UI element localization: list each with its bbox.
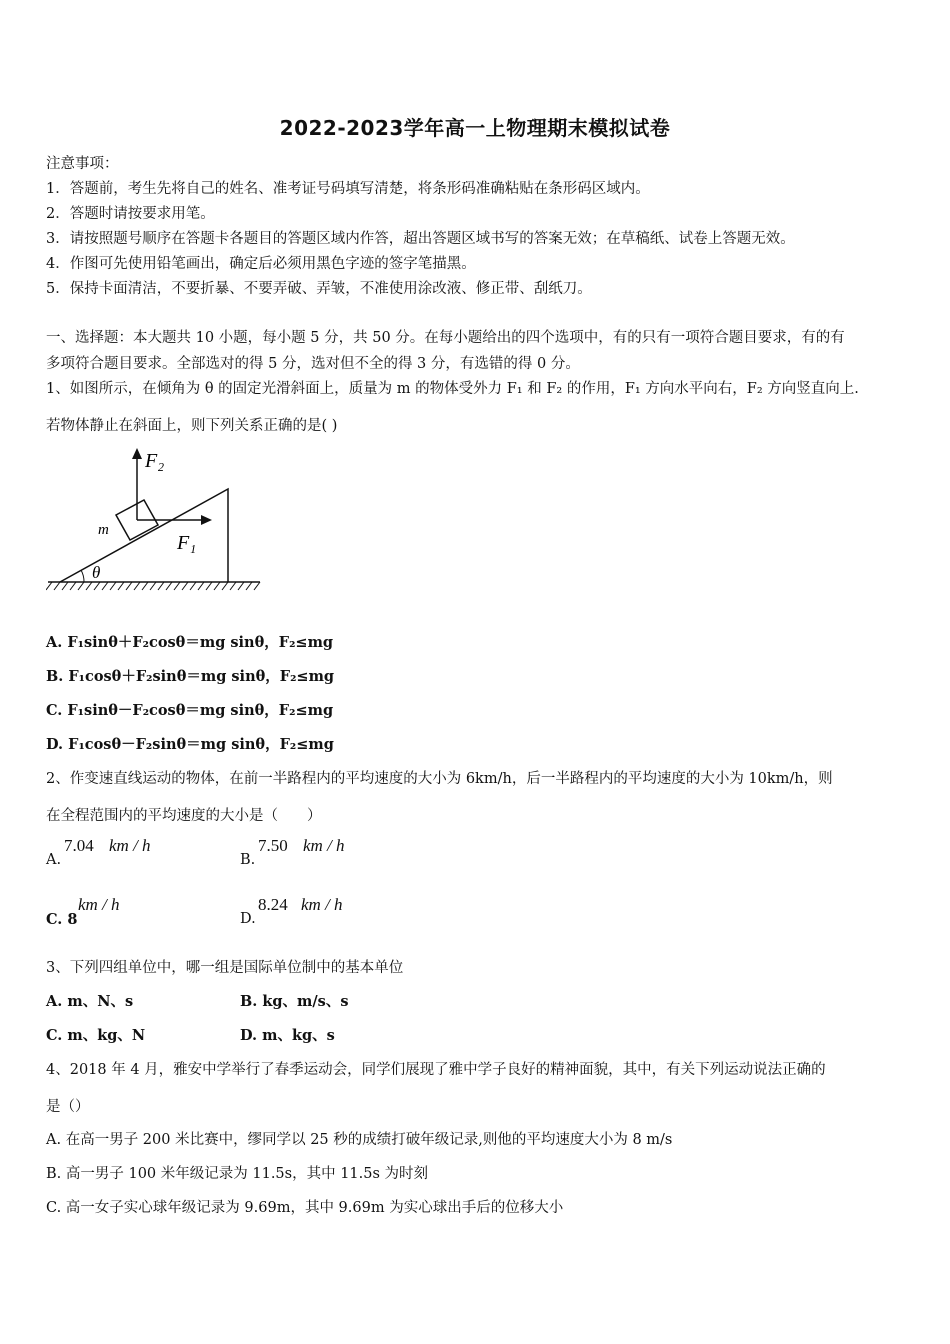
q2-option-d-label: D. (240, 911, 256, 927)
q2-option-b-unit: km / h (303, 836, 345, 855)
angle-arc (81, 570, 84, 582)
q2-option-c-label: C. 8 (46, 911, 78, 928)
q4-option-b[interactable]: B. 高一男子 100 米年级记录为 11.5s，其中 11.5s 为时刻 (46, 1166, 429, 1182)
section-intro-line1: 一、选择题：本大题共 10 小题，每小题 5 分，共 50 分。在每小题给出的四个选项中，有的只有一项符合题目要求，有的有 (46, 330, 845, 346)
q1-stem-line1: 1、如图所示，在倾角为 θ 的固定光滑斜面上，质量为 m 的物体受外力 F₁ 和 F₂ 的作用，F₁ 方向水平向右，F₂ 方向竖直向上. (46, 381, 859, 397)
q1-option-a[interactable]: A. F₁sinθ＋F₂cosθ＝mg sinθ，F₂≤mg (46, 634, 334, 651)
q4-option-a[interactable]: A. 在高一男子 200 米比赛中，缪同学以 25 秒的成绩打破年级记录,则他的平均速度大小为 8 m/s (46, 1132, 673, 1148)
q2-option-c-unit: km / h (78, 895, 120, 914)
mass-label: m (98, 522, 109, 538)
q3-option-a[interactable]: A. m、N、s (46, 993, 134, 1010)
q1-stem-line2: 若物体静止在斜面上，则下列关系正确的是( ) (46, 418, 338, 434)
q2-stem-line1: 2、作变速直线运动的物体，在前一半路程内的平均速度的大小为 6km/h，后一半路程内的平均速度的大小为 10km/h，则 (46, 771, 833, 787)
q2-stem-line2: 在全程范围内的平均速度的大小是（ ） (46, 808, 322, 824)
q4-stem-line1: 4、2018 年 4 月，雅安中学举行了春季运动会，同学们展现了雅中学子良好的精神面貌，其中，有关下列运动说法正确的 (46, 1062, 826, 1078)
note-item: 5．保持卡面清洁，不要折暴、不要弄破、弄皱，不准使用涂改液、修正带、刮纸刀。 (46, 281, 592, 297)
note-item: 2．答题时请按要求用笔。 (46, 206, 215, 222)
q2-option-b-label: B. (240, 852, 256, 868)
q2-option-a-label: A. (46, 852, 62, 868)
incline-diagram (46, 445, 266, 595)
q2-option-a-value: 7.04 (64, 836, 94, 855)
q1-option-b[interactable]: B. F₁cosθ＋F₂sinθ＝mg sinθ，F₂≤mg (46, 668, 335, 685)
q2-option-d-value: 8.24 (258, 895, 288, 914)
f1-arrowhead (201, 515, 212, 525)
ground-hatching (46, 582, 260, 590)
f2-label: F₂ (145, 450, 165, 472)
note-item: 4．作图可先使用铅笔画出，确定后必须用黑色字迹的签字笔描黑。 (46, 256, 476, 272)
q2-option-d-unit: km / h (301, 895, 343, 914)
q1-option-d[interactable]: D. F₁cosθ－F₂sinθ＝mg sinθ，F₂≤mg (46, 736, 334, 753)
q2-option-b-value: 7.50 (258, 836, 288, 855)
f2-arrowhead (132, 448, 142, 459)
q3-option-b[interactable]: B. kg、m/s、s (240, 993, 349, 1010)
q2-option-a-unit: km / h (109, 836, 151, 855)
theta-label: θ (92, 563, 101, 582)
q1-option-c[interactable]: C. F₁sinθ－F₂cosθ＝mg sinθ，F₂≤mg (46, 702, 334, 719)
q3-option-c[interactable]: C. m、kg、N (46, 1027, 146, 1044)
q4-stem-line2: 是（） (46, 1099, 90, 1115)
page-title: 2022-2023学年高一上物理期末模拟试卷 (279, 116, 671, 140)
q4-option-c[interactable]: C. 高一女子实心球年级记录为 9.69m，其中 9.69m 为实心球出手后的位移大小 (46, 1200, 564, 1216)
q3-stem: 3、下列四组单位中，哪一组是国际单位制中的基本单位 (46, 960, 404, 976)
note-item: 1．答题前，考生先将自己的姓名、准考证号码填写清楚，将条形码准确粘贴在条形码区域内。 (46, 181, 650, 197)
f1-label: F₁ (177, 532, 197, 554)
notes-heading: 注意事项： (46, 156, 119, 172)
q3-option-d[interactable]: D. m、kg、s (240, 1027, 335, 1044)
section-intro-line2: 多项符合题目要求。全部选对的得 5 分，选对但不全的得 3 分，有选错的得 0 分。 (46, 356, 580, 372)
note-item: 3．请按照题号顺序在答题卡各题目的答题区域内作答，超出答题区域书写的答案无效；在草稿纸、试卷上答题无效。 (46, 231, 795, 247)
